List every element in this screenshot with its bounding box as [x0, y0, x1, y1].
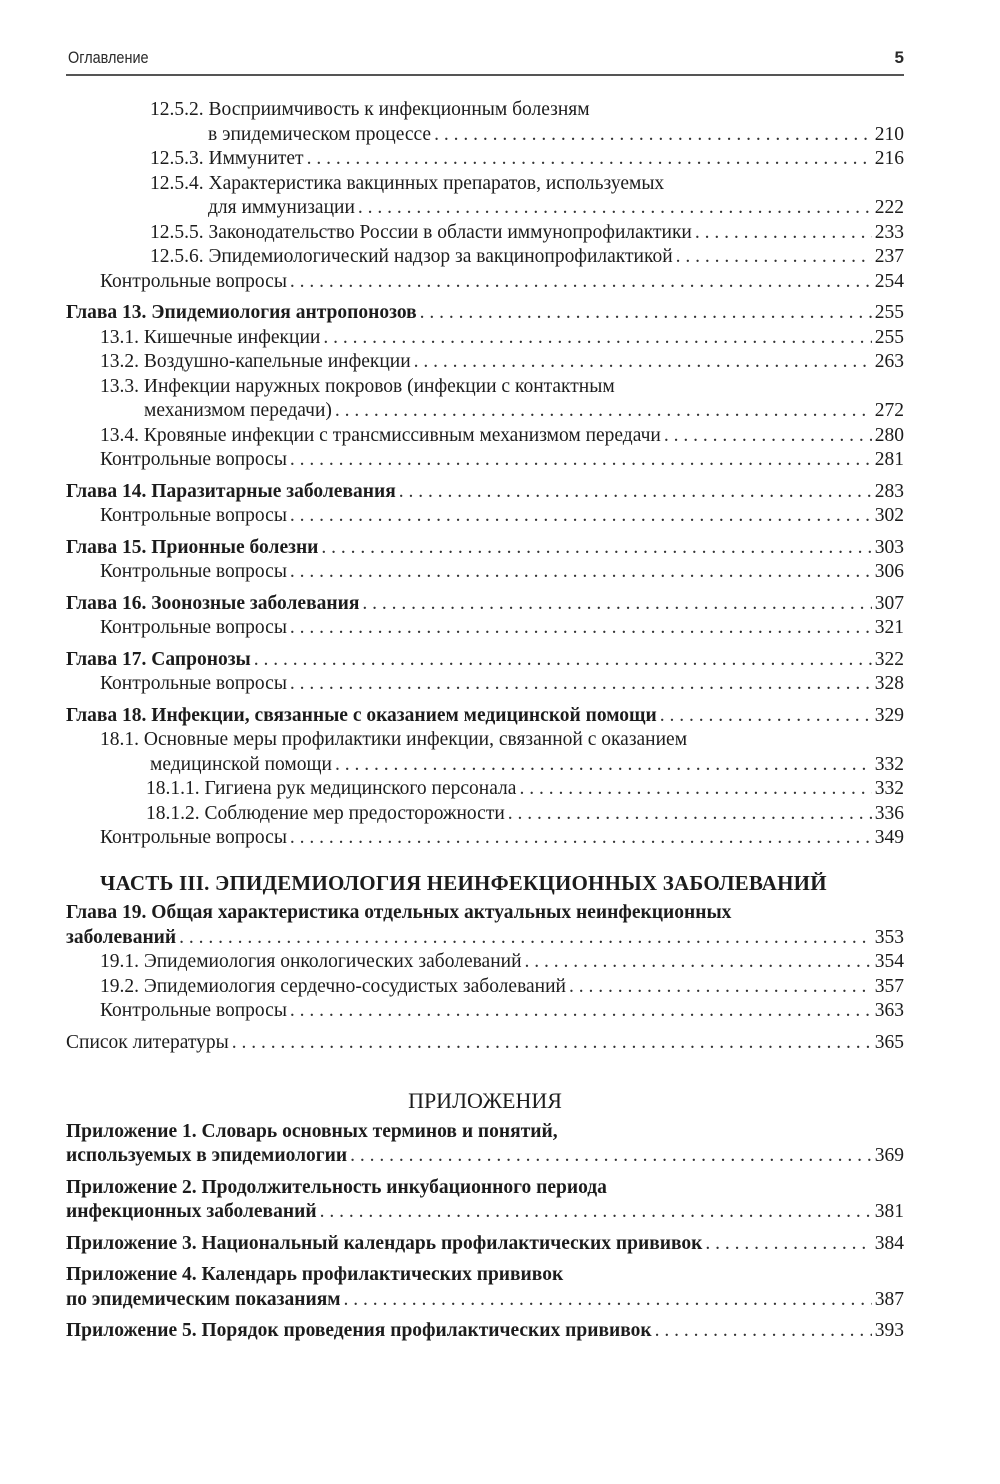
toc-entry-appendix-5[interactable]: Приложение 5. Порядок проведения профилактических прививок . . . 393 — [66, 1319, 904, 1344]
toc-entry-appendix-4[interactable]: Приложение 4. Календарь профилактических прививок по эпидемическим показаниям . . . 387 — [66, 1263, 904, 1312]
leader-dots — [508, 802, 872, 827]
leader-dots — [434, 123, 872, 148]
leader-dots — [525, 950, 872, 975]
leader-dots — [660, 704, 872, 729]
toc-entry-appendix-2[interactable]: Приложение 2. Продолжительность инкубационного периода инфекционных заболеваний . . . 381 — [66, 1176, 904, 1225]
toc-entry-12-5-6[interactable]: 12.5.6. Эпидемиологический надзор за вакцинопрофилактикой . . . 237 — [66, 245, 904, 270]
toc-entry-appendix-3[interactable]: Приложение 3. Национальный календарь профилактических прививок . . . 384 — [66, 1232, 904, 1257]
toc-entry-12-5-2[interactable]: 12.5.2. Восприимчивость к инфекционным болезням в эпидемическом процессе . . . 210 — [66, 98, 904, 147]
toc-entry-chapter-19[interactable]: Глава 19. Общая характеристика отдельных актуальных неинфекционных заболеваний . . . 353 — [66, 901, 904, 950]
toc-entry-ch14-questions[interactable]: Контрольные вопросы . . . 302 — [66, 504, 904, 529]
leader-dots — [321, 536, 871, 561]
toc-entry-13-4[interactable]: 13.4. Кровяные инфекции с трансмиссивным механизмом передачи . . . 280 — [66, 424, 904, 449]
running-header — [66, 48, 904, 70]
toc-entry-chapter-17[interactable]: Глава 17. Сапронозы . . . 322 — [66, 648, 904, 673]
leader-dots — [664, 424, 872, 449]
toc-entry-ch19-questions[interactable]: Контрольные вопросы . . . 363 — [66, 999, 904, 1024]
leader-dots — [695, 221, 872, 246]
toc-entry-chapter-13[interactable]: Глава 13. Эпидемиология антропонозов . . . 255 — [66, 301, 904, 326]
toc-entry-references[interactable]: Список литературы . . . 365 — [66, 1031, 904, 1056]
leader-dots — [399, 480, 872, 505]
leader-dots — [290, 504, 872, 529]
toc-entry-ch18-questions[interactable]: Контрольные вопросы . . . 349 — [66, 826, 904, 851]
leader-dots — [569, 975, 872, 1000]
leader-dots — [655, 1319, 872, 1344]
toc-entry-12-5-4[interactable]: 12.5.4. Характеристика вакцинных препаратов, используемых для иммунизации . . . 222 — [66, 172, 904, 221]
leader-dots — [335, 399, 872, 424]
toc-entry-ch13-questions[interactable]: Контрольные вопросы . . . 281 — [66, 448, 904, 473]
toc-entry-13-1[interactable]: 13.1. Кишечные инфекции . . . 255 — [66, 326, 904, 351]
toc-entry-ch12-questions[interactable]: Контрольные вопросы . . . 254 — [66, 270, 904, 295]
toc-entry-13-3[interactable]: 13.3. Инфекции наружных покровов (инфекции с контактным механизмом передачи) . . . 272 — [66, 375, 904, 424]
leader-dots — [290, 999, 872, 1024]
part-3-heading: ЧАСТЬ III. ЭПИДЕМИОЛОГИЯ НЕИНФЕКЦИОННЫХ ЗАБОЛЕВАНИЙ — [100, 870, 827, 895]
leader-dots — [705, 1232, 871, 1257]
leader-dots — [320, 1200, 872, 1225]
leader-dots — [254, 648, 872, 673]
toc-entry-19-1[interactable]: 19.1. Эпидемиология онкологических заболеваний . . . 354 — [66, 950, 904, 975]
toc-entry-chapter-14[interactable]: Глава 14. Паразитарные заболевания . . . 283 — [66, 480, 904, 505]
leader-dots — [290, 270, 872, 295]
toc-entry-13-2[interactable]: 13.2. Воздушно-капельные инфекции . . . 263 — [66, 350, 904, 375]
leader-dots — [232, 1031, 872, 1056]
toc-entry-ch15-questions[interactable]: Контрольные вопросы . . . 306 — [66, 560, 904, 585]
toc-entry-18-1[interactable]: 18.1. Основные меры профилактики инфекции, связанной с оказанием медицинской помощи . . . 332 — [66, 728, 904, 777]
leader-dots — [676, 245, 872, 270]
toc-entry-chapter-15[interactable]: Глава 15. Прионные болезни . . . 303 — [66, 536, 904, 561]
leader-dots — [290, 448, 872, 473]
leader-dots — [420, 301, 872, 326]
toc-entry-appendix-1[interactable]: Приложение 1. Словарь основных терминов и понятий, используемых в эпидемиологии . . . 369 — [66, 1120, 904, 1169]
leader-dots — [335, 753, 872, 778]
leader-dots — [358, 196, 872, 221]
toc-entry-12-5-3[interactable]: 12.5.3. Иммунитет . . . 216 — [66, 147, 904, 172]
header-rule — [66, 74, 904, 76]
toc-entry-19-2[interactable]: 19.2. Эпидемиология сердечно-сосудистых заболеваний . . . 357 — [66, 975, 904, 1000]
leader-dots — [519, 777, 871, 802]
page-number: 5 — [894, 48, 904, 67]
leader-dots — [290, 616, 872, 641]
leader-dots — [290, 672, 872, 697]
leader-dots — [350, 1144, 872, 1169]
leader-dots — [179, 926, 872, 951]
leader-dots — [290, 560, 872, 585]
leader-dots — [362, 592, 871, 617]
table-of-contents — [66, 98, 904, 1344]
leader-dots — [344, 1288, 872, 1313]
leader-dots — [414, 350, 872, 375]
leader-dots — [290, 826, 872, 851]
toc-entry-18-1-2[interactable]: 18.1.2. Соблюдение мер предосторожности . . . 336 — [66, 802, 904, 827]
toc-entry-12-5-5[interactable]: 12.5.5. Законодательство России в области иммунопрофилактики . . . 233 — [66, 221, 904, 246]
toc-page: 210 — [874, 123, 904, 145]
toc-entry-chapter-16[interactable]: Глава 16. Зоонозные заболевания . . . 307 — [66, 592, 904, 617]
leader-dots — [307, 147, 872, 172]
leader-dots — [323, 326, 871, 351]
toc-entry-18-1-1[interactable]: 18.1.1. Гигиена рук медицинского персонала . . . 332 — [66, 777, 904, 802]
appendices-heading: ПРИЛОЖЕНИЯ — [408, 1088, 562, 1113]
toc-entry-ch17-questions[interactable]: Контрольные вопросы . . . 328 — [66, 672, 904, 697]
running-header-title: Оглавление — [68, 48, 149, 67]
toc-entry-chapter-18[interactable]: Глава 18. Инфекции, связанные с оказанием медицинской помощи . . . 329 — [66, 704, 904, 729]
toc-entry-ch16-questions[interactable]: Контрольные вопросы . . . 321 — [66, 616, 904, 641]
